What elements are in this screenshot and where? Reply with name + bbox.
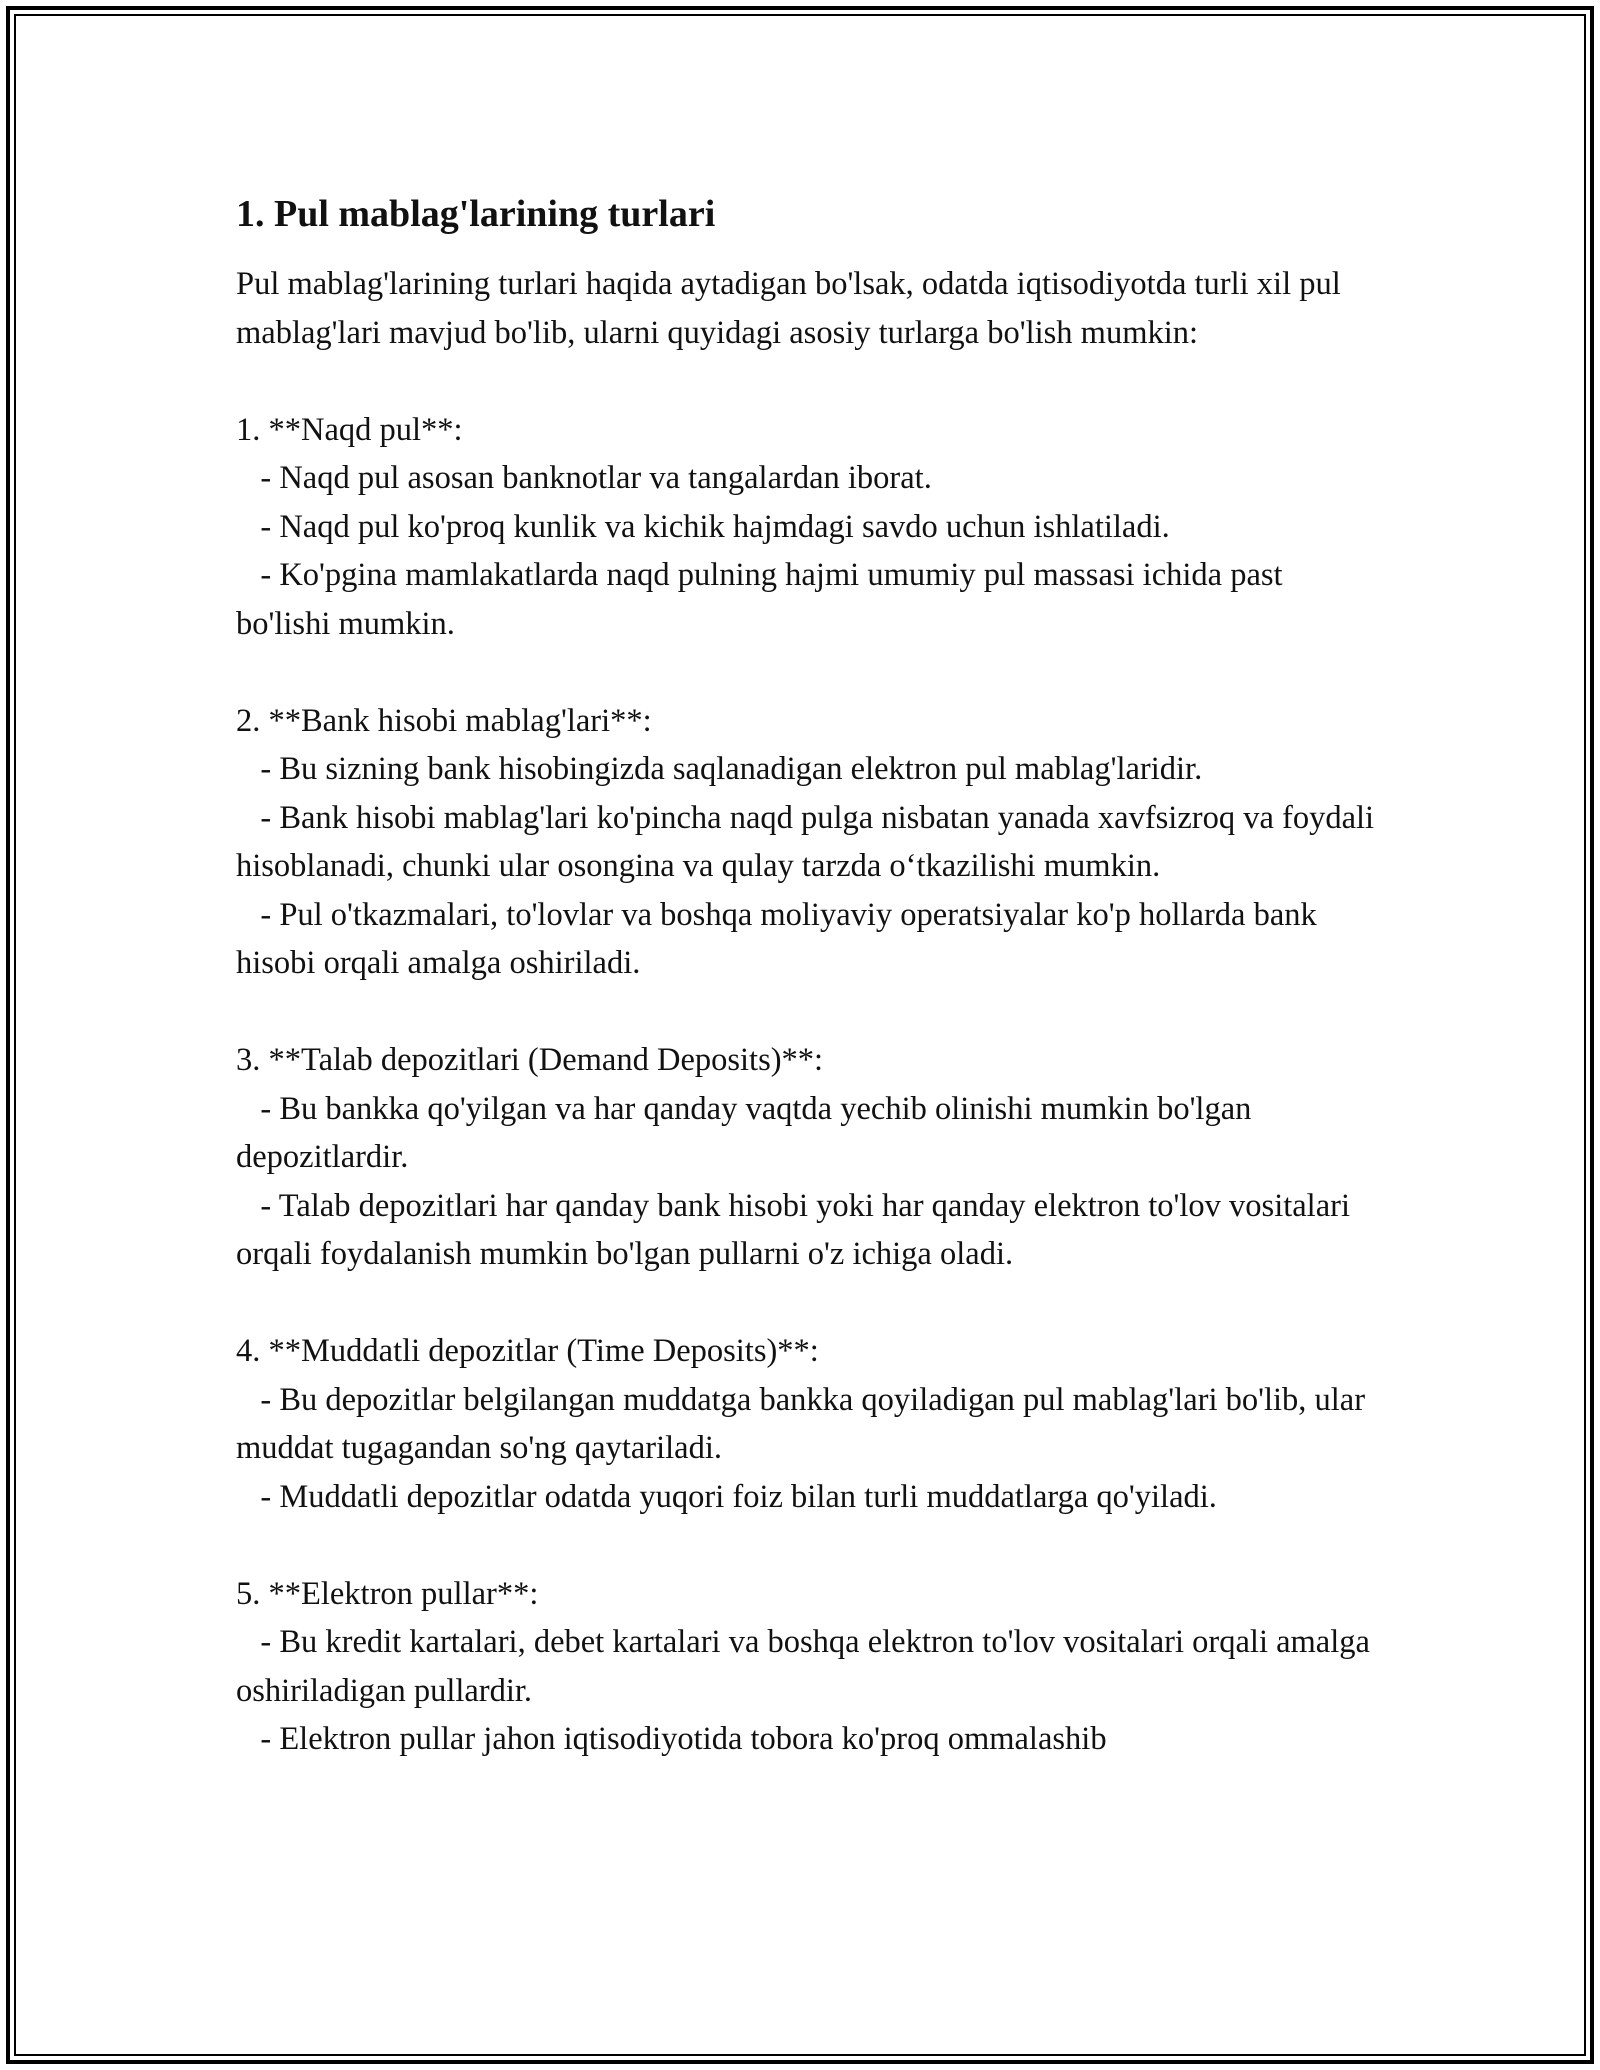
bullet-item: - Bu bankka qo'yilgan va har qanday vaqtda yechib olinishi mumkin bo'lgan depozitlardir. (236, 1090, 1260, 1175)
bullet-item: - Ko'pgina mamlakatlarda naqd pulning hajmi umumiy pul massasi ichida past bo'lishi mumkin. (236, 557, 1291, 642)
bullet-item: - Elektron pullar jahon iqtisodiyotida tobora ko'proq ommalashib (236, 1721, 1107, 1757)
bullet-item: - Bank hisobi mablag'lari ko'pincha naqd pulga nisbatan yanada xavfsizroq va foydali hisoblanadi, chunki ular osongina va qulay tarzda o‘tkazilishi mumkin. (236, 799, 1383, 884)
bullet-item: - Muddatli depozitlar odatda yuqori foiz bilan turli muddatlarga qo'yiladi. (236, 1478, 1217, 1515)
section-heading: 4. **Muddatli depozitlar (Time Deposits)**: (236, 1333, 819, 1369)
bullet-item: - Bu depozitlar belgilangan muddatga bankka qoyiladigan pul mablag'lari bo'lib, ular muddat tugagandan so'ng qaytariladi. (236, 1381, 1374, 1466)
section-cash (236, 406, 1376, 649)
section-demand-deposits (236, 1036, 1376, 1279)
bullet-item: - Naqd pul asosan banknotlar va tangalardan iborat. (236, 460, 932, 496)
section-time-deposits (236, 1327, 1376, 1521)
bullet-item: - Bu kredit kartalari, debet kartalari va boshqa elektron to'lov vositalari orqali amalga oshiriladigan pullardir. (236, 1624, 1379, 1709)
bullet-item: - Bu sizning bank hisobingizda saqlanadigan elektron pul mablag'laridir. (236, 751, 1203, 787)
section-heading: 2. **Bank hisobi mablag'lari**: (236, 702, 652, 739)
section-electronic-money (236, 1570, 1379, 1764)
section-bank-account (236, 697, 1383, 988)
document-body (236, 186, 1383, 1764)
bullet-item: - Pul o'tkazmalari, to'lovlar va boshqa moliyaviy operatsiyalar ko'p hollarda bank hisobi orqali amalga oshiriladi. (236, 896, 1325, 981)
intro-paragraph: Pul mablag'larining turlari haqida aytadigan bo'lsak, odatda iqtisodiyotda turli xil pul mablag'lari mavjud bo'lib, ularni quyidagi asosiy turlarga bo'lish mumkin: (236, 266, 1349, 351)
section-heading: 3. **Talab depozitlari (Demand Deposits)**: (236, 1042, 824, 1078)
section-heading: 1. **Naqd pul**: (236, 411, 463, 448)
bullet-item: - Talab depozitlari har qanday bank hisobi yoki har qanday elektron to'lov vositalari orqali foydalanish mumkin bo'lgan pullarni o'z ichiga oladi. (236, 1187, 1359, 1272)
document-title: 1. Pul mablag'larining turlari (236, 193, 716, 235)
section-heading: 5. **Elektron pullar**: (236, 1575, 539, 1612)
bullet-item: - Naqd pul ko'proq kunlik va kichik hajmdagi savdo uchun ishlatiladi. (236, 508, 1170, 545)
